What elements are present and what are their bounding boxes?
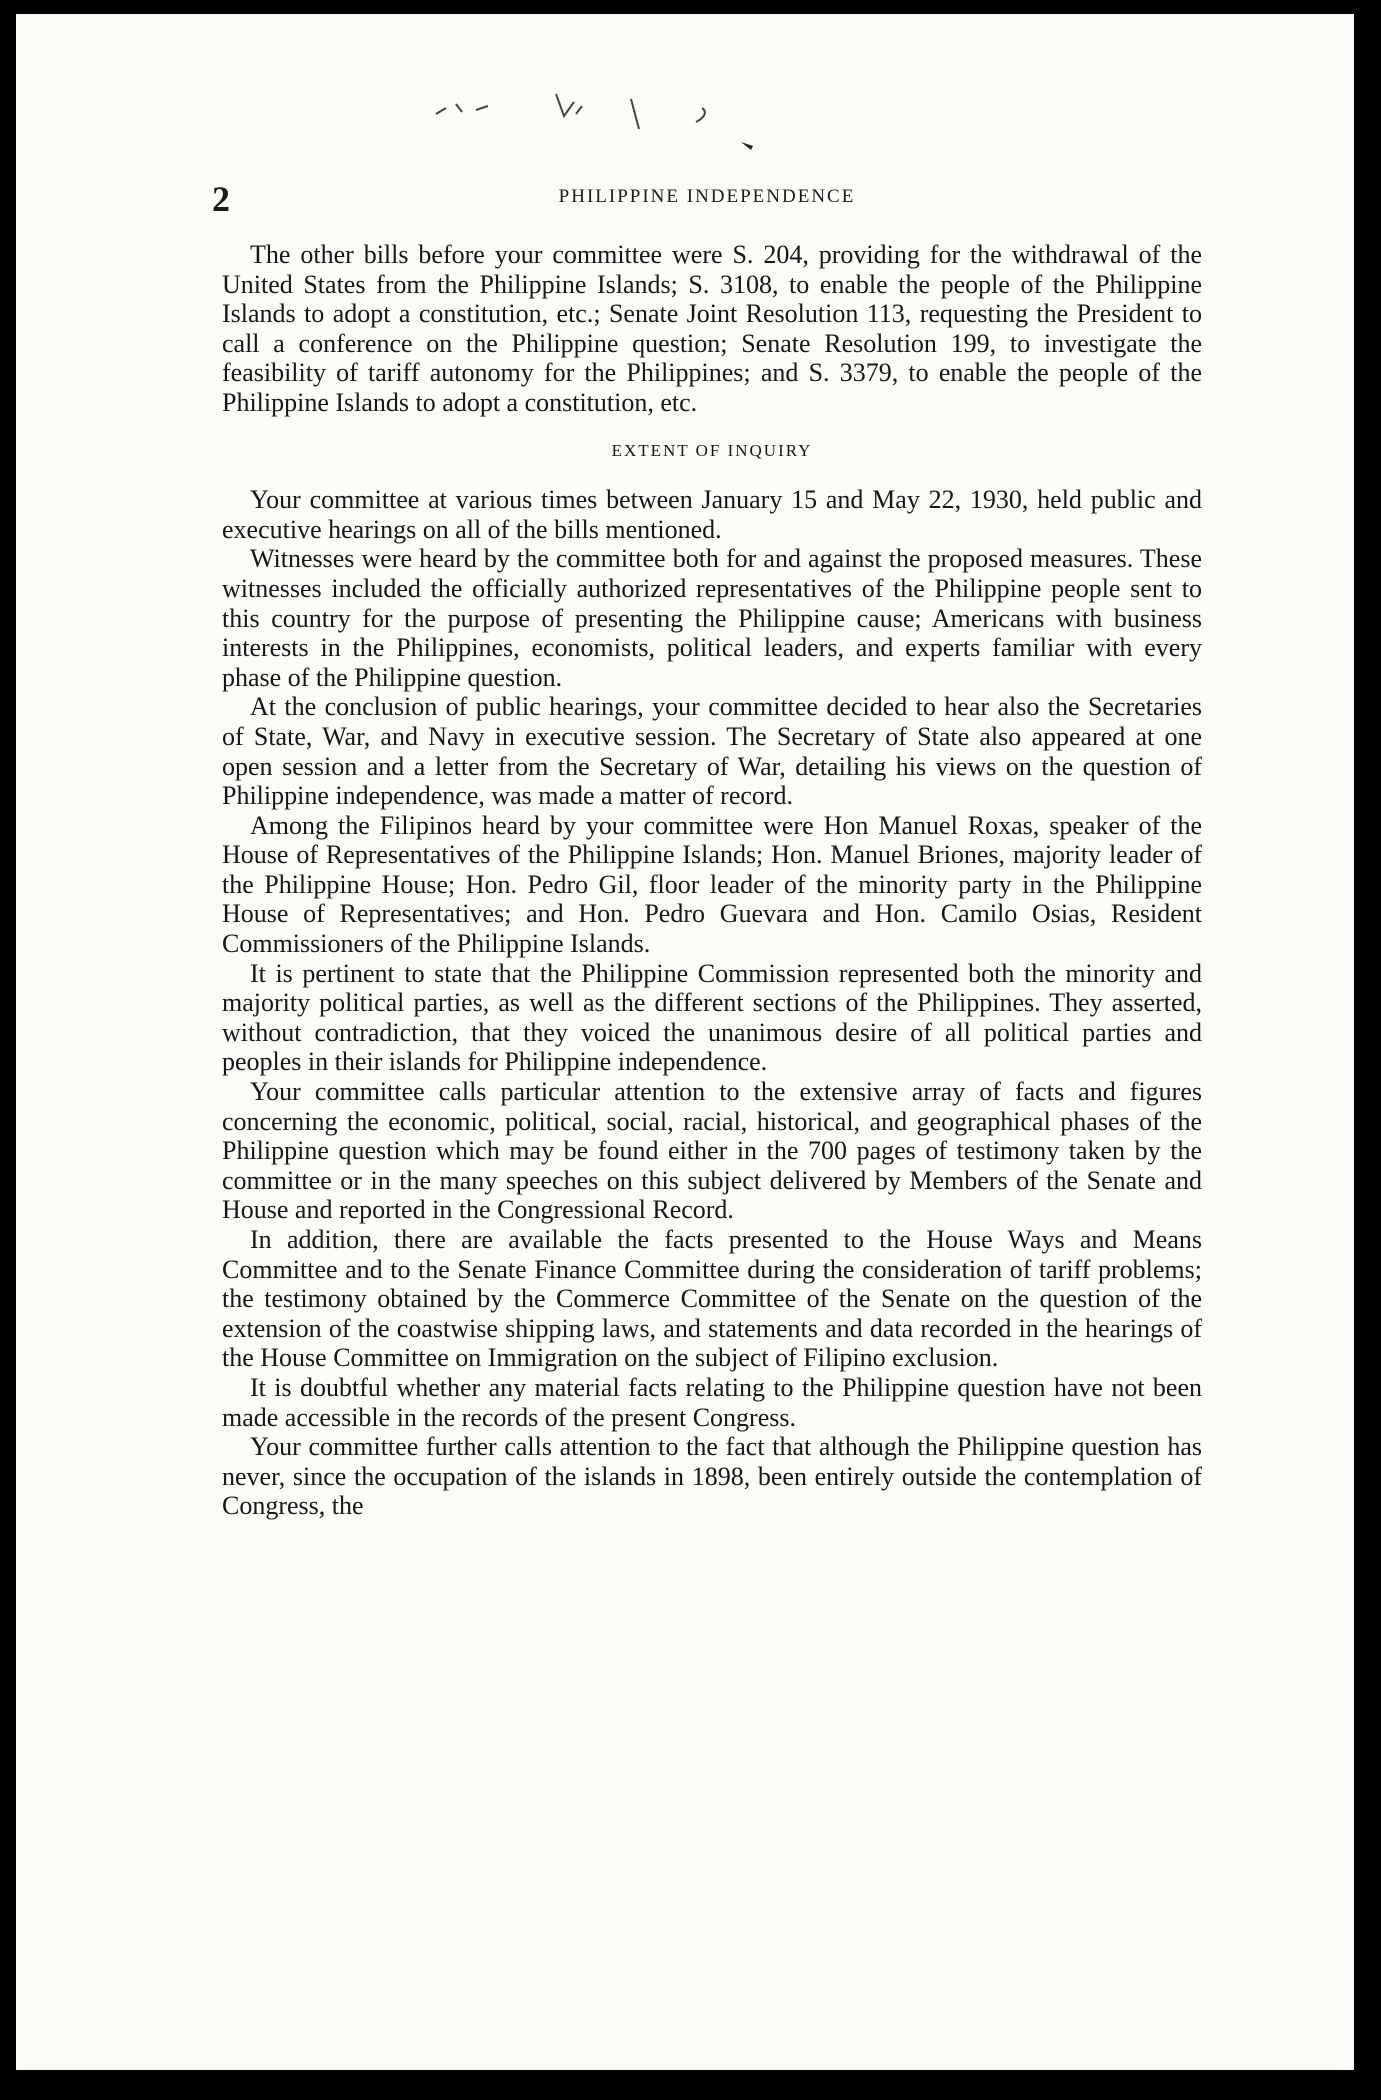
paragraph: Your committee at various times between January 15 and May 22, 1930, held public and executive hearings on all of the bills mentioned. bbox=[222, 485, 1202, 544]
paragraph: At the conclusion of public hearings, your committee decided to hear also the Secretaries of State, War, and Navy in executive session. The Secretary of State also appeared at one open session and a letter from the Secretary of War, detailing his views on the question of Philippine independence, was made a matter of record. bbox=[222, 692, 1202, 811]
scan-border-right bbox=[1354, 0, 1381, 2100]
paragraph: In addition, there are available the facts presented to the House Ways and Means Committee and to the Senate Finance Committee during the consideration of tariff problems; the testimony obtained by the Commerce Committee of the Senate on the question of the extension of the coastwise shipping laws, and statements and data recorded in the hearings of the House Committee on Immigration on the subject of Filipino exclusion. bbox=[222, 1225, 1202, 1373]
section-heading: EXTENT OF INQUIRY bbox=[611, 440, 813, 460]
paragraph: Your committee calls particular attention to the extensive array of facts and figures concerning the economic, political, social, racial, historical, and geographical phases of the Philippine question which may be found either in the 700 pages of testimony taken by the committee or in the many speeches on this subject delivered by Members of the Senate and House and reported in the Congressional Record. bbox=[222, 1077, 1202, 1225]
running-title: PHILIPPINE INDEPENDENCE bbox=[558, 186, 856, 207]
paragraph: The other bills before your committee were S. 204, providing for the withdrawal of the United States from the Philippine Islands; S. 3108, to enable the people of the Philippine Islands to adopt a constitution, etc.; Senate Joint Resolution 113, requesting the President to call a conference on the Philippine question; Senate Resolution 199, to investigate the feasibility of tariff autonomy for the Philippines; and S. 3379, to enable the people of the Philippine Islands to adopt a constitution, etc. bbox=[222, 240, 1202, 417]
body-text bbox=[222, 240, 1202, 1521]
document-page bbox=[16, 14, 1354, 2070]
paragraph: Witnesses were heard by the committee both for and against the proposed measures. These witnesses included the officially authorized representatives of the Philippine people sent to this country for the purpose of presenting the Philippine cause; Americans with business interests in the Philippines, economists, political leaders, and experts familiar with every phase of the Philippine question. bbox=[222, 544, 1202, 692]
scan-artifact-marks bbox=[406, 64, 806, 154]
paragraph: Among the Filipinos heard by your committee were Hon Manuel Roxas, speaker of the House of Representatives of the Philippine Islands; Hon. Manuel Briones, majority leader of the Philippine House; Hon. Pedro Gil, floor leader of the minority party in the Philippine House of Representatives; and Hon. Pedro Guevara and Hon. Camilo Osias, Resident Commissioners of the Philippine Islands. bbox=[222, 810, 1202, 959]
paragraph: It is pertinent to state that the Philippine Commission represented both the minority and majority political parties, as well as the different sections of the Philippines. They asserted, without contradiction, that they voiced the unanimous desire of all political parties and peoples in their islands for Philippine independence. bbox=[222, 958, 1202, 1077]
paragraph: It is doubtful whether any material facts relating to the Philippine question have not been made accessible in the records of the present Congress. bbox=[222, 1372, 1202, 1432]
page-header bbox=[212, 179, 1202, 219]
page-number: 2 bbox=[212, 179, 230, 219]
scan-border-bottom bbox=[0, 2074, 1381, 2100]
paragraph: Your committee further calls attention to the fact that although the Philippine question has never, since the occupation of the islands in 1898, been entirely outside the contemplation of Congress, the bbox=[222, 1432, 1202, 1521]
